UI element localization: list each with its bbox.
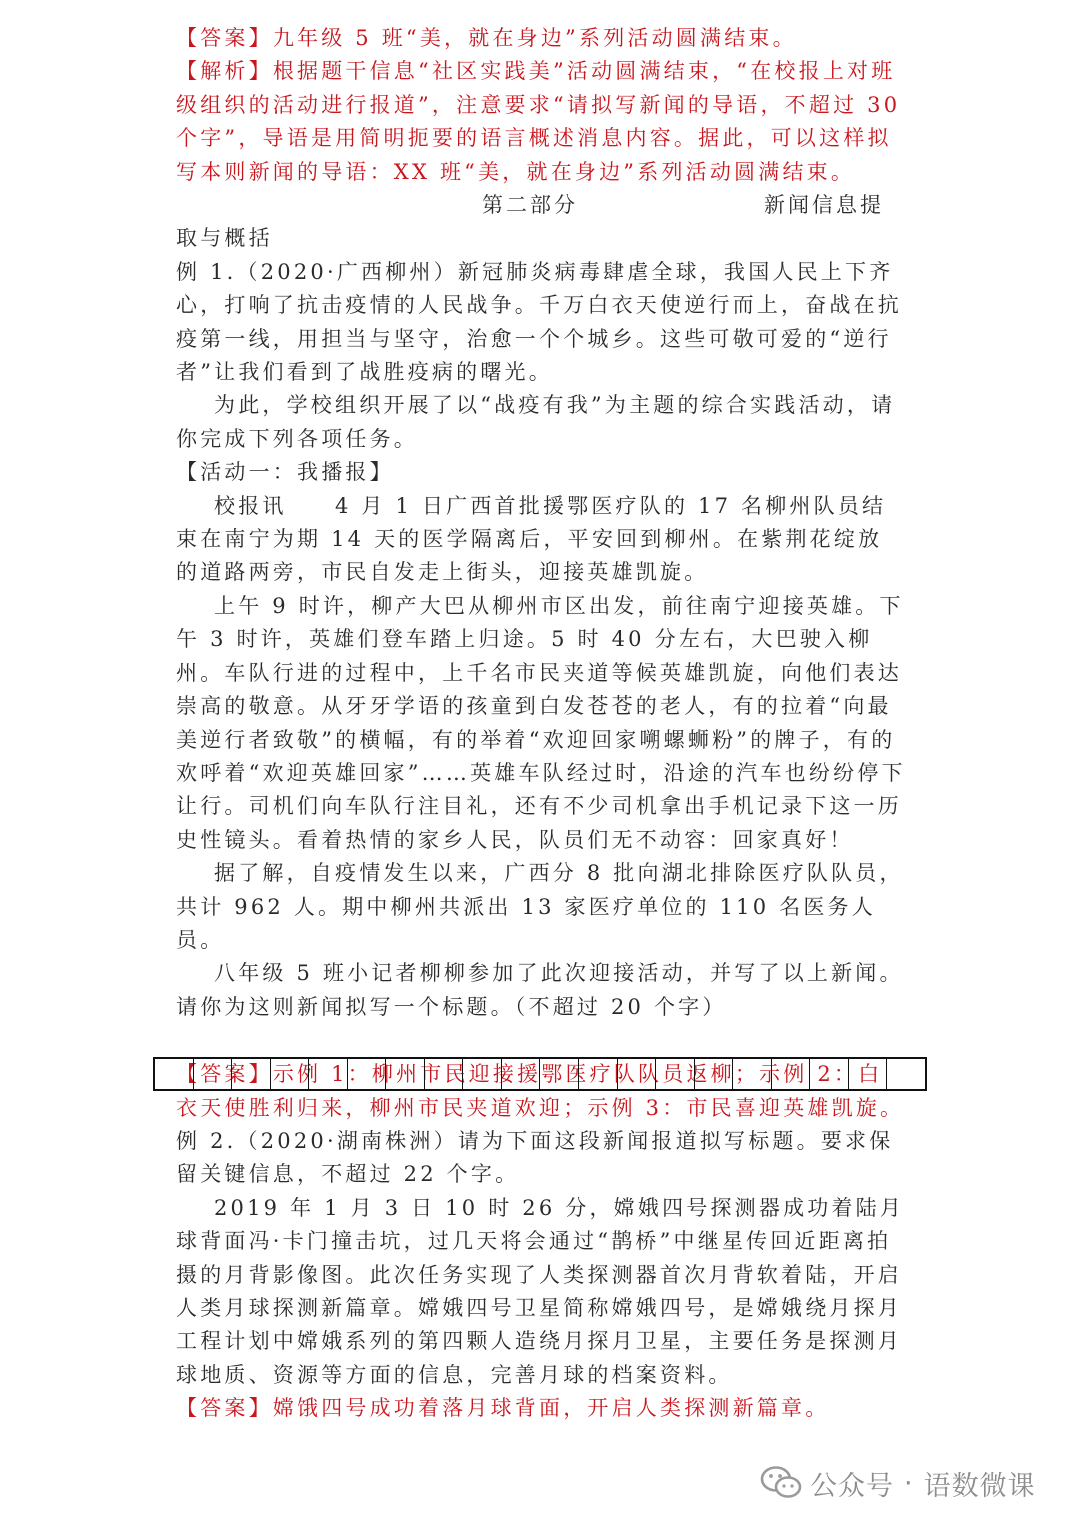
grid-cell <box>502 1059 541 1089</box>
grid-cell <box>155 1059 194 1089</box>
news-paragraph-3: 据了解，自疫情发生以来，广西分 8 批向湖北排除医疗队队员，共计 962 人。期中柳州共派出 13 家医疗单位的 110 名医务人员。 <box>176 861 904 952</box>
example1-intro: 例 1.（2020·广西柳州）新冠肺炎病毒肆虐全球，我国人民上下齐心，打响了抗击疫情的人民战争。千万白衣天使逆行而上，奋战在抗疫第一线，用担当与坚守，治愈一个个城乡。这些可敬可爱的“逆行者”让我们看到了战胜疫病的曙光。 <box>176 259 902 385</box>
example1-question: 八年级 5 班小记者柳柳参加了此次迎接活动，并写了以上新闻。请你为这则新闻拟写一个标题。（不超过 20 个字） <box>176 961 904 1019</box>
grid-cell <box>540 1059 579 1089</box>
grid-cell <box>579 1059 618 1089</box>
answer-tag: 【答案】 <box>176 1062 273 1087</box>
grid-cell <box>386 1059 425 1089</box>
answer-tag: 【答案】 <box>176 1396 273 1421</box>
grid-cell <box>463 1059 502 1089</box>
example2-news: 2019 年 1 月 3 日 10 时 26 分，嫦娥四号探测器成功着陆月球背面冯·卡门撞击坑，过几天将会通过“鹊桥”中继星传回近距离拍摄的月背影像图。此次任务实现了人类探测器首次月背软着陆，开启人类月球探测新篇章。嫦娥四号卫星简称嫦娥四号，是嫦娥绕月探月工程计划中嫦娥系列的第四颗人造绕月探月卫星，主要任务是探测月球地质、资源等方面的信息，完善月球的档案资料。 <box>176 1195 905 1387</box>
example2-answer <box>176 1392 906 1425</box>
grid-cell <box>849 1059 888 1089</box>
grid-cell <box>271 1059 310 1089</box>
answer-text: 嫦饿四号成功着落月球背面，开启人类探测新篇章。 <box>272 1396 830 1421</box>
part-label: 第二部分 <box>482 193 578 218</box>
part-heading-a: 新闻信息提 <box>764 193 884 218</box>
grid-cell <box>656 1059 695 1089</box>
wechat-icon <box>760 1465 802 1501</box>
watermark <box>760 1458 1036 1508</box>
answer-grid-spacer <box>176 1024 906 1058</box>
watermark-label: 公众号 <box>810 1470 894 1502</box>
news-paragraph-1: 校报讯 4 月 1 日广西首批援鄂医疗队的 17 名柳州队员结束在南宁为期 14 天的医学隔离后，平安回到柳州。在紫荆花绽放的道路两旁，市民自发走上街头，迎接英雄凯旋。 <box>176 493 887 585</box>
answer-grid <box>153 1057 927 1091</box>
analysis-tag: 【解析】 <box>176 59 273 84</box>
watermark-name: 语数微课 <box>923 1470 1036 1502</box>
grid-cell <box>348 1059 387 1089</box>
grid-cell <box>194 1059 233 1089</box>
grid-cell <box>887 1059 925 1089</box>
example2-intro: 例 2.（2020·湖南株洲）请为下面这段新闻报道拟写标题。要求保留关键信息，不超过 22 个字。 <box>176 1128 894 1187</box>
answer-text: 九年级 5 班“美，就在身边”系列活动圆满结束。 <box>272 26 797 50</box>
part-heading-b: 取与概括 <box>176 226 273 251</box>
grid-cell <box>618 1059 657 1089</box>
activity-heading: 【活动一：我播报】 <box>176 460 394 485</box>
answer-tag: 【答案】 <box>176 26 273 50</box>
part-title-line <box>176 189 906 222</box>
analysis-paragraph <box>176 55 906 189</box>
grid-cell <box>309 1059 348 1089</box>
grid-cell <box>425 1059 464 1089</box>
grid-cell <box>810 1059 849 1089</box>
answer-paragraph-1 <box>176 22 906 55</box>
document-page <box>176 22 906 1426</box>
news-paragraph-2: 上午 9 时许，柳产大巴从柳州市区出发，前往南宁迎接英雄。下午 3 时许，英雄们登车踏上归途。5 时 40 分左右，大巴驶入柳州。车队行进的过程中，上千名市民夹道等候英雄凯旋，向他们表达崇高的敬意。从牙牙学语的孩童到白发苍苍的老人，有的拉着“向最美逆行者致敬”的横幅，有的举着“欢迎回家嗍螺蛳粉”的牌子，有的欢呼着“欢迎英雄回家”……英雄车队经过时，沿途的汽车也纷纷停下让行。司机们向车队行注目礼，还有不少司机拿出手机记录下这一历史性镜头。看着热情的家乡人民，队员们无不动容：回家真好！ <box>176 593 906 852</box>
grid-cell <box>232 1059 271 1089</box>
grid-cell <box>733 1059 772 1089</box>
answer-text: 示例 1：柳州市民迎接援鄂医疗队队员返柳；示例 2：白衣天使胜利归来，柳州市民夹道欢迎；示例 3：市民喜迎英雄凯旋。 <box>176 1062 905 1120</box>
analysis-text: 根据题干信息“社区实践美”活动圆满结束，“在校报上对班级组织的活动进行报道”，注意要求“请拟写新闻的导语，不超过 30 个字”，导语是用简明扼要的语言概述消息内容。据此，可以这样拟写本则新闻的导语：XX 班“美，就在身边”系列活动圆满结束。 <box>176 59 901 184</box>
watermark-dot: · <box>904 1467 914 1499</box>
example1-task: 为此，学校组织开展了以“战疫有我”为主题的综合实践活动，请你完成下列各项任务。 <box>176 393 896 451</box>
grid-cell <box>772 1059 811 1089</box>
grid-cell <box>695 1059 734 1089</box>
